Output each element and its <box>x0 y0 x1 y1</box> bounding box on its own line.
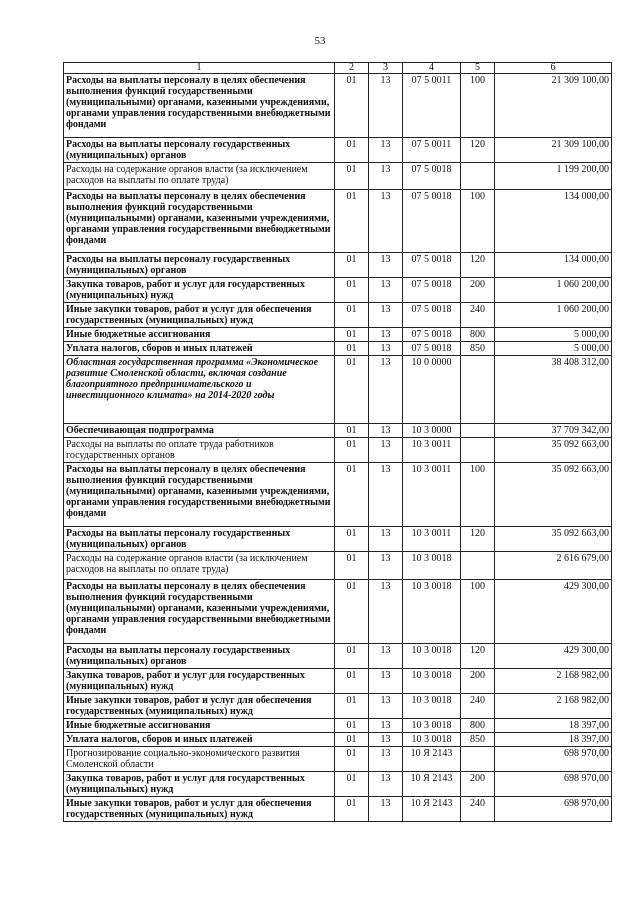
row-section-cell: 01 <box>335 278 369 303</box>
row-expense-type-cell <box>461 356 495 424</box>
row-amount-cell: 21 309 100,00 <box>495 74 612 138</box>
header-col-6: 6 <box>495 63 612 74</box>
row-section-cell: 01 <box>335 138 369 163</box>
row-section-cell: 01 <box>335 797 369 822</box>
row-target-code-cell: 07 5 0018 <box>403 278 461 303</box>
row-amount-cell: 2 616 679,00 <box>495 552 612 580</box>
row-section-cell: 01 <box>335 356 369 424</box>
table-row <box>64 138 612 163</box>
row-expense-type-cell <box>461 747 495 772</box>
row-subsection-cell: 13 <box>369 303 403 328</box>
row-expense-type-cell: 240 <box>461 694 495 719</box>
row-subsection-cell: 13 <box>369 644 403 669</box>
table-row <box>64 669 612 694</box>
row-section-cell: 01 <box>335 694 369 719</box>
row-expense-type-cell: 120 <box>461 138 495 163</box>
row-expense-type-cell <box>461 424 495 438</box>
row-section-cell: 01 <box>335 733 369 747</box>
header-col-5: 5 <box>461 63 495 74</box>
row-name-cell: Прогнозирование социально-экономического развития Смоленской области <box>64 747 335 772</box>
row-expense-type-cell: 800 <box>461 328 495 342</box>
row-subsection-cell: 13 <box>369 552 403 580</box>
row-name-cell: Расходы на выплаты по оплате труда работников государственных органов <box>64 438 335 463</box>
row-name-cell: Закупка товаров, работ и услуг для государственных (муниципальных) нужд <box>64 278 335 303</box>
table-row <box>64 328 612 342</box>
row-name-cell: Расходы на выплаты персоналу в целях обеспечения выполнения функций государственными (муниципальными) органами, казенными учреждениями, органами управления государственными внебюджетными фондами <box>64 580 335 644</box>
table-row <box>64 278 612 303</box>
row-section-cell: 01 <box>335 74 369 138</box>
row-amount-cell: 134 000,00 <box>495 190 612 253</box>
row-target-code-cell: 10 3 0011 <box>403 438 461 463</box>
row-section-cell: 01 <box>335 669 369 694</box>
row-section-cell: 01 <box>335 463 369 527</box>
table-row <box>64 580 612 644</box>
row-subsection-cell: 13 <box>369 580 403 644</box>
row-amount-cell: 35 092 663,00 <box>495 527 612 552</box>
page-number: 53 <box>314 35 326 47</box>
row-section-cell: 01 <box>335 342 369 356</box>
row-name-cell: Закупка товаров, работ и услуг для государственных (муниципальных) нужд <box>64 772 335 797</box>
table-row <box>64 163 612 190</box>
table-row <box>64 424 612 438</box>
row-subsection-cell: 13 <box>369 527 403 552</box>
row-amount-cell: 2 168 982,00 <box>495 669 612 694</box>
table-row <box>64 747 612 772</box>
row-amount-cell: 37 709 342,00 <box>495 424 612 438</box>
row-section-cell: 01 <box>335 190 369 253</box>
row-section-cell: 01 <box>335 772 369 797</box>
row-amount-cell: 18 397,00 <box>495 733 612 747</box>
row-expense-type-cell: 100 <box>461 190 495 253</box>
table-row <box>64 303 612 328</box>
table-row <box>64 190 612 253</box>
row-amount-cell: 5 000,00 <box>495 328 612 342</box>
row-name-cell: Расходы на выплаты персоналу государственных (муниципальных) органов <box>64 253 335 278</box>
row-subsection-cell: 13 <box>369 719 403 733</box>
row-subsection-cell: 13 <box>369 694 403 719</box>
row-subsection-cell: 13 <box>369 253 403 278</box>
table-row <box>64 772 612 797</box>
row-expense-type-cell <box>461 163 495 190</box>
row-name-cell: Иные закупки товаров, работ и услуг для обеспечения государственных (муниципальных) нужд <box>64 694 335 719</box>
row-subsection-cell: 13 <box>369 74 403 138</box>
header-col-4: 4 <box>403 63 461 74</box>
row-section-cell: 01 <box>335 644 369 669</box>
row-name-cell: Уплата налогов, сборов и иных платежей <box>64 733 335 747</box>
row-target-code-cell: 10 Я 2143 <box>403 772 461 797</box>
row-amount-cell: 38 408 312,00 <box>495 356 612 424</box>
table-row <box>64 356 612 424</box>
row-amount-cell: 5 000,00 <box>495 342 612 356</box>
row-name-cell: Расходы на выплаты персоналу в целях обеспечения выполнения функций государственными (муниципальными) органами, казенными учреждениями, органами управления государственными внебюджетными фондами <box>64 190 335 253</box>
row-target-code-cell: 10 3 0000 <box>403 424 461 438</box>
row-section-cell: 01 <box>335 580 369 644</box>
row-subsection-cell: 13 <box>369 463 403 527</box>
row-expense-type-cell: 240 <box>461 303 495 328</box>
row-expense-type-cell: 120 <box>461 527 495 552</box>
table-row <box>64 438 612 463</box>
row-section-cell: 01 <box>335 303 369 328</box>
row-expense-type-cell: 100 <box>461 74 495 138</box>
row-target-code-cell: 10 3 0018 <box>403 580 461 644</box>
row-expense-type-cell: 120 <box>461 253 495 278</box>
row-section-cell: 01 <box>335 253 369 278</box>
table-row <box>64 733 612 747</box>
table-row <box>64 463 612 527</box>
row-amount-cell: 429 300,00 <box>495 580 612 644</box>
row-target-code-cell: 10 3 0018 <box>403 694 461 719</box>
header-col-2: 2 <box>335 63 369 74</box>
row-target-code-cell: 10 3 0018 <box>403 733 461 747</box>
row-name-cell: Иные бюджетные ассигнования <box>64 719 335 733</box>
table-row <box>64 552 612 580</box>
row-name-cell: Уплата налогов, сборов и иных платежей <box>64 342 335 356</box>
row-subsection-cell: 13 <box>369 328 403 342</box>
row-amount-cell: 429 300,00 <box>495 644 612 669</box>
row-target-code-cell: 10 3 0018 <box>403 552 461 580</box>
row-subsection-cell: 13 <box>369 163 403 190</box>
row-target-code-cell: 07 5 0018 <box>403 163 461 190</box>
row-subsection-cell: 13 <box>369 278 403 303</box>
header-col-3: 3 <box>369 63 403 74</box>
row-amount-cell: 134 000,00 <box>495 253 612 278</box>
table-row <box>64 74 612 138</box>
row-expense-type-cell: 100 <box>461 463 495 527</box>
table-row <box>64 342 612 356</box>
row-expense-type-cell: 200 <box>461 278 495 303</box>
row-subsection-cell: 13 <box>369 438 403 463</box>
row-name-cell: Иные закупки товаров, работ и услуг для обеспечения государственных (муниципальных) нужд <box>64 303 335 328</box>
row-name-cell: Расходы на выплаты персоналу государственных (муниципальных) органов <box>64 527 335 552</box>
row-amount-cell: 18 397,00 <box>495 719 612 733</box>
table-row <box>64 527 612 552</box>
row-expense-type-cell: 120 <box>461 644 495 669</box>
table-row <box>64 694 612 719</box>
table-body <box>64 74 612 822</box>
table-row <box>64 797 612 822</box>
row-target-code-cell: 07 5 0011 <box>403 138 461 163</box>
row-section-cell: 01 <box>335 438 369 463</box>
row-expense-type-cell: 200 <box>461 772 495 797</box>
row-target-code-cell: 10 3 0018 <box>403 669 461 694</box>
table-row <box>64 644 612 669</box>
row-target-code-cell: 10 0 0000 <box>403 356 461 424</box>
row-name-cell: Расходы на содержание органов власти (за исключением расходов на выплаты по оплате труда) <box>64 163 335 190</box>
row-amount-cell: 698 970,00 <box>495 797 612 822</box>
row-name-cell: Расходы на выплаты персоналу государственных (муниципальных) органов <box>64 644 335 669</box>
row-amount-cell: 35 092 663,00 <box>495 463 612 527</box>
row-subsection-cell: 13 <box>369 772 403 797</box>
row-name-cell: Расходы на выплаты персоналу в целях обеспечения выполнения функций государственными (муниципальными) органами, казенными учреждениями, органами управления государственными внебюджетными фондами <box>64 74 335 138</box>
row-amount-cell: 35 092 663,00 <box>495 438 612 463</box>
row-section-cell: 01 <box>335 328 369 342</box>
row-target-code-cell: 07 5 0018 <box>403 303 461 328</box>
row-name-cell: Обеспечивающая подпрограмма <box>64 424 335 438</box>
row-section-cell: 01 <box>335 747 369 772</box>
row-target-code-cell: 10 Я 2143 <box>403 747 461 772</box>
row-target-code-cell: 10 3 0011 <box>403 527 461 552</box>
row-target-code-cell: 07 5 0018 <box>403 342 461 356</box>
table-row <box>64 719 612 733</box>
row-target-code-cell: 07 5 0011 <box>403 74 461 138</box>
row-amount-cell: 21 309 100,00 <box>495 138 612 163</box>
row-target-code-cell: 07 5 0018 <box>403 328 461 342</box>
row-amount-cell: 2 168 982,00 <box>495 694 612 719</box>
row-name-cell: Областная государственная программа «Экономическое развитие Смоленской области, включая создание благоприятного предпринимательского и инвестиционного климата» на 2014-2020 годы <box>64 356 335 424</box>
row-expense-type-cell <box>461 552 495 580</box>
row-expense-type-cell: 240 <box>461 797 495 822</box>
row-subsection-cell: 13 <box>369 342 403 356</box>
row-section-cell: 01 <box>335 719 369 733</box>
row-expense-type-cell: 850 <box>461 342 495 356</box>
row-section-cell: 01 <box>335 527 369 552</box>
table-row <box>64 253 612 278</box>
row-name-cell: Иные закупки товаров, работ и услуг для обеспечения государственных (муниципальных) нужд <box>64 797 335 822</box>
row-expense-type-cell: 800 <box>461 719 495 733</box>
row-subsection-cell: 13 <box>369 424 403 438</box>
row-expense-type-cell: 200 <box>461 669 495 694</box>
row-name-cell: Расходы на выплаты персоналу в целях обеспечения выполнения функций государственными (муниципальными) органами, казенными учреждениями, органами управления государственными внебюджетными фондами <box>64 463 335 527</box>
row-subsection-cell: 13 <box>369 138 403 163</box>
row-target-code-cell: 10 3 0018 <box>403 719 461 733</box>
budget-table <box>63 62 612 822</box>
row-subsection-cell: 13 <box>369 190 403 253</box>
table-header <box>64 63 612 74</box>
row-subsection-cell: 13 <box>369 797 403 822</box>
row-subsection-cell: 13 <box>369 669 403 694</box>
row-name-cell: Расходы на содержание органов власти (за исключением расходов на выплаты по оплате труда) <box>64 552 335 580</box>
row-name-cell: Закупка товаров, работ и услуг для государственных (муниципальных) нужд <box>64 669 335 694</box>
row-section-cell: 01 <box>335 552 369 580</box>
row-target-code-cell: 07 5 0018 <box>403 190 461 253</box>
row-subsection-cell: 13 <box>369 747 403 772</box>
row-expense-type-cell: 100 <box>461 580 495 644</box>
row-amount-cell: 698 970,00 <box>495 772 612 797</box>
row-name-cell: Иные бюджетные ассигнования <box>64 328 335 342</box>
row-target-code-cell: 10 3 0018 <box>403 644 461 669</box>
row-amount-cell: 1 199 200,00 <box>495 163 612 190</box>
header-col-1: 1 <box>64 63 335 74</box>
row-amount-cell: 698 970,00 <box>495 747 612 772</box>
row-section-cell: 01 <box>335 163 369 190</box>
row-expense-type-cell: 850 <box>461 733 495 747</box>
row-target-code-cell: 07 5 0018 <box>403 253 461 278</box>
row-subsection-cell: 13 <box>369 356 403 424</box>
row-target-code-cell: 10 3 0011 <box>403 463 461 527</box>
row-expense-type-cell <box>461 438 495 463</box>
row-amount-cell: 1 060 200,00 <box>495 303 612 328</box>
row-target-code-cell: 10 Я 2143 <box>403 797 461 822</box>
header-row <box>64 63 612 74</box>
row-section-cell: 01 <box>335 424 369 438</box>
row-subsection-cell: 13 <box>369 733 403 747</box>
row-name-cell: Расходы на выплаты персоналу государственных (муниципальных) органов <box>64 138 335 163</box>
row-amount-cell: 1 060 200,00 <box>495 278 612 303</box>
